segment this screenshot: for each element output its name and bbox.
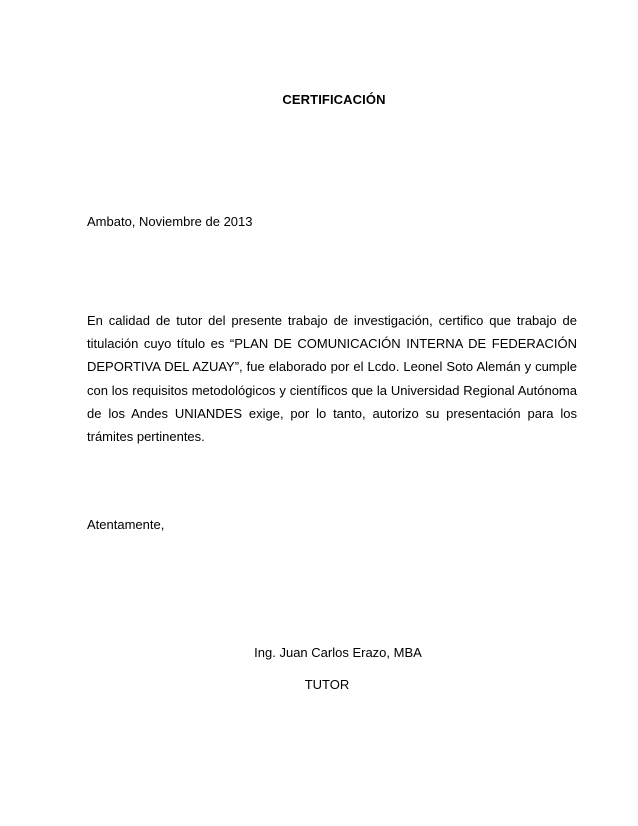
certification-body: En calidad de tutor del presente trabajo de investigación, certifico que trabajo de titulación cuyo título es “PLAN DE COMUNICACIÓN INTERNA DE FEDERACIÓN DEPORTIVA DEL AZUAY”, fue elaborado por el Lcdo. Leonel Soto Alemán y cumple con los requisitos metodológicos y científicos que la Universidad Regional Autónoma de los Andes UNIANDES exige, por lo tanto, autorizo su presentación para los trámites pertinentes. xyxy=(87,313,577,445)
signer-role: TUTOR xyxy=(304,677,350,692)
signer-name: Ing. Juan Carlos Erazo, MBA xyxy=(254,645,422,660)
closing-salutation: Atentamente, xyxy=(87,517,165,532)
place-date: Ambato, Noviembre de 2013 xyxy=(87,214,253,229)
document-title: CERTIFICACIÓN xyxy=(282,92,386,107)
